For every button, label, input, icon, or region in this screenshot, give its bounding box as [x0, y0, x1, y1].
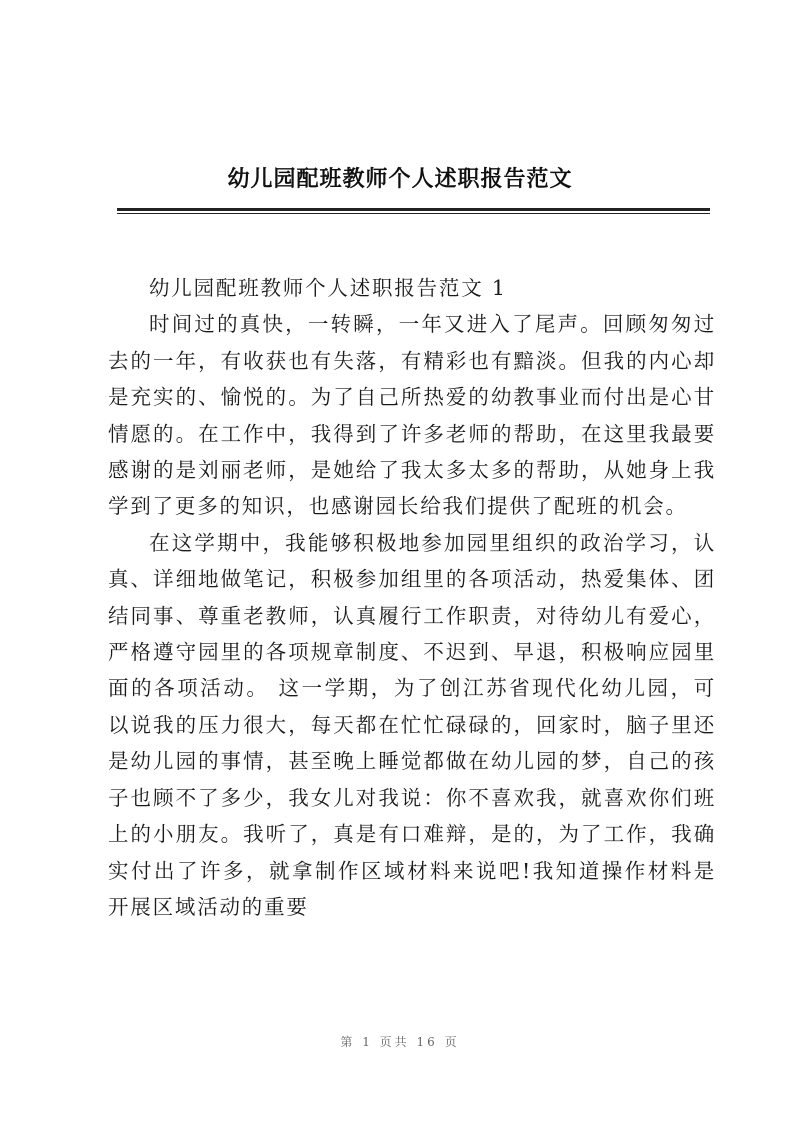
paragraph-1: 时间过的真快，一转瞬，一年又进入了尾声。回顾匆匆过去的一年，有收获也有失落，有精彩也有黯淡。但我的内心却是充实的、愉悦的。为了自己所热爱的幼教事业而付出是心甘情愿的。在工作中，我得到了许多老师的帮助，在这里我最要感谢的是刘丽老师，是她给了我太多太多的帮助，从她身上我学到了更多的知识，也感谢园长给我们提供了配班的机会。: [108, 312, 716, 519]
title-rule: [117, 208, 710, 214]
page-footer: 第 1 页共 16 页: [340, 1035, 460, 1049]
document-body: [108, 270, 716, 925]
section-heading: 幼儿园配班教师个人述职报告范文 1: [149, 276, 507, 300]
page-title: 幼儿园配班教师个人述职报告范文: [227, 166, 573, 192]
paragraph-2: 在这学期中，我能够积极地参加园里组织的政治学习，认真、详细地做笔记，积极参加组里的各项活动，热爱集体、团结同事、尊重老教师，认真履行工作职责，对待幼儿有爱心，严格遵守园里的各项规章制度、不迟到、早退，积极响应园里面的各项活动。 这一学期，为了创江苏省现代化幼儿园，可以说我的压力很大，每天都在忙忙碌碌的，回家时，脑子里还是幼儿园的事情，甚至晚上睡觉都做在幼儿园的梦，自己的孩子也顾不了多少，我女儿对我说：你不喜欢我，就喜欢你们班上的小朋友。我听了，真是有口难辩，是的，为了工作，我确实付出了许多，就拿制作区域材料来说吧!我知道操作材料是开展区域活动的重要: [108, 530, 716, 919]
